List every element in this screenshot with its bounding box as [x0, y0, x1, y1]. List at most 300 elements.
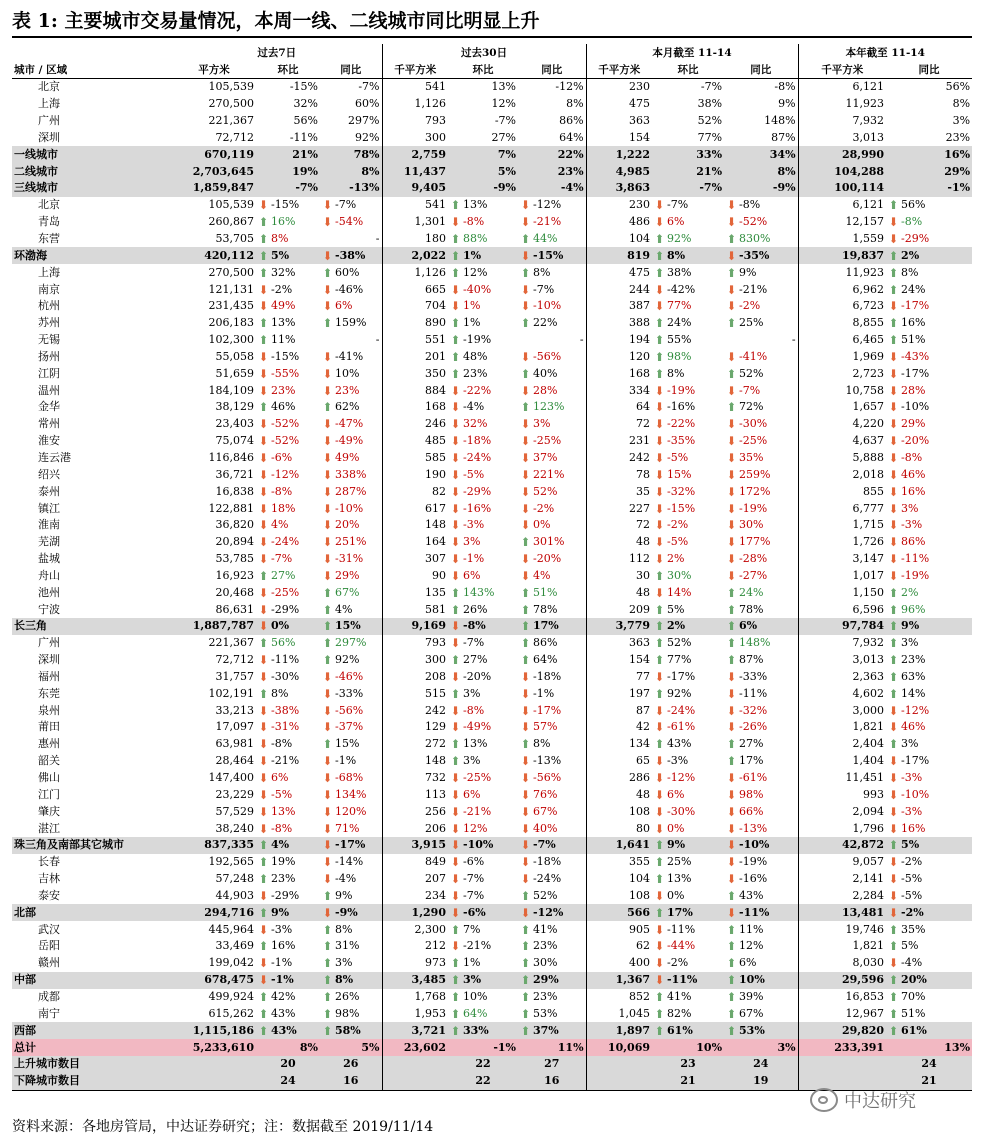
value-text: 168 [629, 366, 651, 380]
value-text: 33% [463, 1023, 489, 1037]
value-text: 585 [425, 450, 446, 464]
down-arrow-icon [654, 669, 665, 685]
header-unit: 同比 [724, 62, 798, 79]
value-cell [448, 770, 518, 787]
value-text: -7% [494, 114, 516, 128]
value-text: 24% [739, 585, 764, 599]
value-cell [586, 466, 652, 483]
value-cell [320, 113, 382, 130]
value-cell [448, 567, 518, 584]
value-cell [586, 483, 652, 500]
down-arrow-icon [450, 703, 461, 719]
value-text: 40% [533, 821, 558, 835]
value-text: 3% [901, 501, 919, 515]
value-cell [586, 500, 652, 517]
value-cell [586, 180, 652, 197]
value-text: 86% [533, 636, 558, 650]
up-arrow-icon [258, 837, 269, 853]
value-text: 581 [425, 602, 446, 616]
value-text: -8% [271, 737, 293, 751]
value-text: 3,721 [411, 1023, 446, 1037]
table-row [12, 349, 972, 366]
value-cell [448, 433, 518, 450]
value-cell [798, 770, 886, 787]
value-cell [652, 231, 724, 248]
value-cell [652, 618, 724, 635]
table-row [12, 197, 972, 214]
value-text: 6% [739, 619, 758, 633]
value-text: 206 [425, 821, 446, 835]
value-text: -11% [667, 973, 698, 987]
up-arrow-icon [726, 315, 737, 331]
header-unit: 环比 [652, 62, 724, 79]
value-text: 51,659 [215, 366, 254, 380]
down-arrow-icon [258, 669, 269, 685]
value-text: 29% [901, 417, 926, 431]
value-text: 108 [629, 888, 651, 902]
up-arrow-icon [726, 955, 737, 971]
value-cell [320, 416, 382, 433]
value-text: 121,131 [208, 282, 254, 296]
value-text: 242 [425, 703, 446, 717]
value-cell [652, 635, 724, 652]
value-text: -41% [335, 349, 364, 363]
value-text: 5% [901, 939, 919, 953]
header-empty [12, 44, 172, 62]
value-text: 122,881 [208, 501, 254, 515]
value-cell [256, 517, 320, 534]
city-name-cell: 韶关 [38, 754, 60, 768]
down-arrow-icon [450, 888, 461, 904]
down-arrow-icon [654, 922, 665, 938]
value-cell [256, 264, 320, 281]
value-cell [448, 365, 518, 382]
up-arrow-icon [888, 922, 899, 938]
value-cell [256, 904, 320, 921]
value-text: -4% [901, 956, 923, 970]
value-text: 350 [425, 366, 446, 380]
value-text: 2,284 [852, 888, 885, 902]
value-text: -8% [271, 821, 293, 835]
value-cell [172, 365, 256, 382]
value-text: -13% [349, 181, 380, 195]
value-cell [586, 820, 652, 837]
table-row [12, 736, 972, 753]
value-text: 890 [425, 316, 446, 330]
value-text: 1,290 [411, 905, 446, 919]
value-text: 52% [697, 114, 723, 128]
value-cell [172, 163, 256, 180]
count-cell [172, 1073, 256, 1090]
down-arrow-icon [654, 282, 665, 298]
value-text: 199,042 [208, 956, 254, 970]
value-text: -13% [739, 821, 768, 835]
value-text: 56% [901, 198, 926, 212]
value-text: 13% [463, 737, 488, 751]
up-arrow-icon [888, 972, 899, 988]
value-text: -61% [667, 720, 696, 734]
value-cell [724, 231, 798, 248]
value-cell [518, 382, 586, 399]
value-cell [724, 989, 798, 1006]
up-arrow-icon [654, 686, 665, 702]
value-cell [448, 231, 518, 248]
count-label-cell: 上升城市数目 [12, 1056, 172, 1073]
value-cell [652, 551, 724, 568]
value-text: 52% [739, 366, 764, 380]
city-name-cell: 岳阳 [38, 939, 60, 953]
up-arrow-icon [654, 231, 665, 247]
value-text: 98% [335, 1006, 360, 1020]
value-text: 10% [463, 989, 488, 1003]
value-text: -20% [463, 669, 492, 683]
down-arrow-icon [726, 787, 737, 803]
down-arrow-icon [520, 484, 531, 500]
up-arrow-icon [726, 1006, 737, 1022]
value-text: 77% [697, 130, 723, 144]
down-arrow-icon [322, 517, 333, 533]
value-cell [586, 854, 652, 871]
value-text: 28,464 [215, 754, 254, 768]
value-cell [586, 416, 652, 433]
value-cell [724, 567, 798, 584]
count-cell: 21 [652, 1073, 724, 1090]
value-text: 20% [901, 973, 927, 987]
value-text: 67% [335, 585, 360, 599]
value-cell [320, 770, 382, 787]
header-period-7d: 过去7日 [257, 47, 297, 59]
value-cell [886, 332, 972, 349]
down-arrow-icon [726, 686, 737, 702]
watermark-text: 中达研究 [844, 1091, 916, 1112]
source-note: 资料来源：各地房管局，中达证券研究；注：数据截至 2019/11/14 [12, 1119, 434, 1135]
value-text: 11% [271, 333, 296, 347]
up-arrow-icon [258, 854, 269, 870]
value-text: 42,872 [841, 838, 885, 852]
up-arrow-icon [654, 635, 665, 651]
value-cell [518, 1005, 586, 1022]
value-cell [382, 382, 448, 399]
city-name-cell: 扬州 [38, 349, 60, 363]
value-text: -10% [463, 838, 494, 852]
value-text: 33,469 [215, 939, 254, 953]
up-arrow-icon [520, 399, 531, 415]
value-text: 23,602 [403, 1040, 446, 1054]
value-cell [448, 551, 518, 568]
value-text: 20,894 [215, 535, 254, 549]
value-cell [382, 1005, 448, 1022]
value-text: 294,716 [204, 905, 254, 919]
down-arrow-icon [726, 905, 737, 921]
value-text: -56% [335, 703, 364, 717]
value-cell [172, 955, 256, 972]
header-unit: 环比 [256, 62, 320, 79]
value-text: 78% [533, 602, 558, 616]
value-text: -12% [667, 771, 696, 785]
value-text: -3% [901, 771, 923, 785]
value-text: 17% [533, 619, 559, 633]
table-row [12, 601, 972, 618]
value-cell [724, 837, 798, 854]
up-arrow-icon [888, 332, 899, 348]
value-cell [448, 888, 518, 905]
city-name-cell: 福州 [38, 669, 60, 683]
table-row [12, 719, 972, 736]
value-text: 270,500 [208, 97, 254, 111]
value-cell [518, 736, 586, 753]
table-row [12, 382, 972, 399]
value-text: 260,867 [208, 215, 254, 229]
value-cell [448, 349, 518, 366]
value-cell [256, 483, 320, 500]
value-cell [382, 669, 448, 686]
header-unit: 同比 [320, 62, 382, 79]
value-text: - [791, 333, 796, 347]
value-cell [172, 416, 256, 433]
value-cell [652, 466, 724, 483]
value-cell [382, 332, 448, 349]
up-arrow-icon [258, 1023, 269, 1039]
value-text: 15% [667, 467, 692, 481]
value-cell [518, 79, 586, 96]
value-text: 23% [271, 383, 296, 397]
value-text: 10% [739, 973, 765, 987]
value-text: 43% [271, 1006, 296, 1020]
value-text: 11,923 [845, 265, 885, 279]
value-cell [172, 786, 256, 803]
value-cell [652, 989, 724, 1006]
value-cell [886, 669, 972, 686]
down-arrow-icon [322, 568, 333, 584]
table-row [12, 854, 972, 871]
value-cell [886, 972, 972, 989]
value-text: 55,058 [215, 349, 254, 363]
value-text: 29,596 [841, 973, 885, 987]
value-cell [172, 938, 256, 955]
value-cell [382, 601, 448, 618]
value-cell [320, 652, 382, 669]
down-arrow-icon [520, 282, 531, 298]
value-cell [798, 146, 886, 163]
value-text: 134 [629, 737, 651, 751]
up-arrow-icon [450, 652, 461, 668]
city-name-cell: 苏州 [38, 316, 60, 330]
value-cell [518, 753, 586, 770]
value-cell [586, 803, 652, 820]
value-text: -20% [901, 434, 930, 448]
down-arrow-icon [258, 534, 269, 550]
up-arrow-icon [654, 618, 665, 634]
up-arrow-icon [726, 231, 737, 247]
down-arrow-icon [520, 770, 531, 786]
value-cell [724, 1022, 798, 1039]
value-cell [798, 685, 886, 702]
value-cell [652, 349, 724, 366]
value-text: 5% [497, 164, 516, 178]
value-text: -7% [295, 181, 318, 195]
down-arrow-icon [450, 568, 461, 584]
value-text: 665 [425, 282, 446, 296]
down-arrow-icon [258, 736, 269, 752]
value-text: 76% [533, 787, 558, 801]
value-cell [382, 517, 448, 534]
value-text: 23,403 [215, 417, 254, 431]
value-cell [652, 483, 724, 500]
value-cell [886, 803, 972, 820]
value-text: 9,169 [411, 619, 446, 633]
value-cell [382, 786, 448, 803]
down-arrow-icon [520, 871, 531, 887]
value-cell [256, 365, 320, 382]
down-arrow-icon [450, 770, 461, 786]
value-cell [518, 264, 586, 281]
value-text: 39% [739, 989, 764, 1003]
down-arrow-icon [654, 972, 665, 988]
value-cell [448, 163, 518, 180]
up-arrow-icon [654, 332, 665, 348]
value-text: 485 [425, 434, 446, 448]
up-arrow-icon [888, 197, 899, 213]
value-text: -2% [739, 299, 761, 313]
value-cell [586, 871, 652, 888]
value-text: -56% [533, 771, 562, 785]
down-arrow-icon [322, 905, 333, 921]
down-arrow-icon [654, 888, 665, 904]
table-row [12, 130, 972, 147]
value-cell [172, 854, 256, 871]
value-text: 38,129 [215, 400, 254, 414]
value-cell [256, 888, 320, 905]
table-row [12, 652, 972, 669]
value-cell [652, 315, 724, 332]
value-cell [448, 719, 518, 736]
down-arrow-icon [322, 197, 333, 213]
value-cell [798, 989, 886, 1006]
value-text: 71% [335, 821, 360, 835]
table-row [12, 551, 972, 568]
value-text: 58% [335, 1023, 361, 1037]
down-arrow-icon [322, 282, 333, 298]
value-text: 15% [335, 619, 361, 633]
value-text: 3,863 [615, 181, 651, 195]
value-text: 0% [533, 518, 551, 532]
value-text: -40% [463, 282, 492, 296]
down-arrow-icon [726, 416, 737, 432]
up-arrow-icon [450, 332, 461, 348]
value-text: 72,712 [215, 130, 254, 144]
value-cell [798, 450, 886, 467]
value-cell [518, 1039, 586, 1056]
value-cell [172, 197, 256, 214]
value-text: 27% [491, 130, 516, 144]
value-text: 35 [636, 484, 651, 498]
value-text: 53,705 [215, 232, 254, 246]
value-cell [518, 669, 586, 686]
up-arrow-icon [258, 635, 269, 651]
value-cell [724, 921, 798, 938]
down-arrow-icon [888, 501, 899, 517]
value-text: 3,915 [411, 838, 446, 852]
header-period-row [12, 44, 972, 62]
value-cell [518, 601, 586, 618]
value-cell [586, 989, 652, 1006]
value-text: 7,932 [852, 114, 885, 128]
value-text: 8% [566, 97, 584, 111]
down-arrow-icon [322, 484, 333, 500]
table-row [12, 753, 972, 770]
city-name-cell: 一线城市 [12, 146, 172, 163]
value-cell [518, 551, 586, 568]
value-text: -41% [739, 349, 768, 363]
value-cell [724, 163, 798, 180]
value-cell [256, 601, 320, 618]
value-cell [382, 96, 448, 113]
down-arrow-icon [258, 467, 269, 483]
value-text: 42 [636, 720, 651, 734]
value-cell [724, 517, 798, 534]
value-cell [724, 382, 798, 399]
value-text: 1,969 [852, 349, 885, 363]
value-cell [256, 753, 320, 770]
value-cell [586, 972, 652, 989]
value-cell [586, 247, 652, 264]
value-cell [518, 567, 586, 584]
value-cell [886, 635, 972, 652]
down-arrow-icon [888, 787, 899, 803]
down-arrow-icon [258, 821, 269, 837]
value-cell [320, 820, 382, 837]
value-cell [382, 635, 448, 652]
value-cell [448, 500, 518, 517]
value-cell [382, 871, 448, 888]
value-text: 297% [348, 114, 380, 128]
value-text: -19% [739, 501, 768, 515]
value-text: 3% [533, 417, 551, 431]
up-arrow-icon [654, 265, 665, 281]
down-arrow-icon [654, 753, 665, 769]
up-arrow-icon [520, 1006, 531, 1022]
value-text: -25% [271, 585, 300, 599]
value-cell [172, 517, 256, 534]
table-row [12, 567, 972, 584]
up-arrow-icon [520, 635, 531, 651]
value-text: -1% [271, 973, 294, 987]
up-arrow-icon [258, 686, 269, 702]
value-cell [724, 618, 798, 635]
value-cell [518, 770, 586, 787]
value-cell [256, 837, 320, 854]
value-text: 86% [901, 535, 926, 549]
value-text: -21% [463, 939, 492, 953]
value-text: 66% [739, 804, 764, 818]
value-text: -28% [739, 552, 768, 566]
value-cell [586, 618, 652, 635]
value-text: 201 [425, 349, 446, 363]
value-text: 70% [901, 989, 926, 1003]
value-text: 3,013 [852, 130, 885, 144]
down-arrow-icon [450, 467, 461, 483]
value-text: 168 [425, 400, 446, 414]
value-cell [586, 450, 652, 467]
down-arrow-icon [520, 517, 531, 533]
value-text: 8% [952, 97, 971, 111]
down-arrow-icon [258, 618, 269, 634]
value-text: -11% [739, 686, 768, 700]
value-text: 56% [271, 636, 296, 650]
value-cell [172, 770, 256, 787]
down-arrow-icon [726, 719, 737, 735]
up-arrow-icon [258, 265, 269, 281]
